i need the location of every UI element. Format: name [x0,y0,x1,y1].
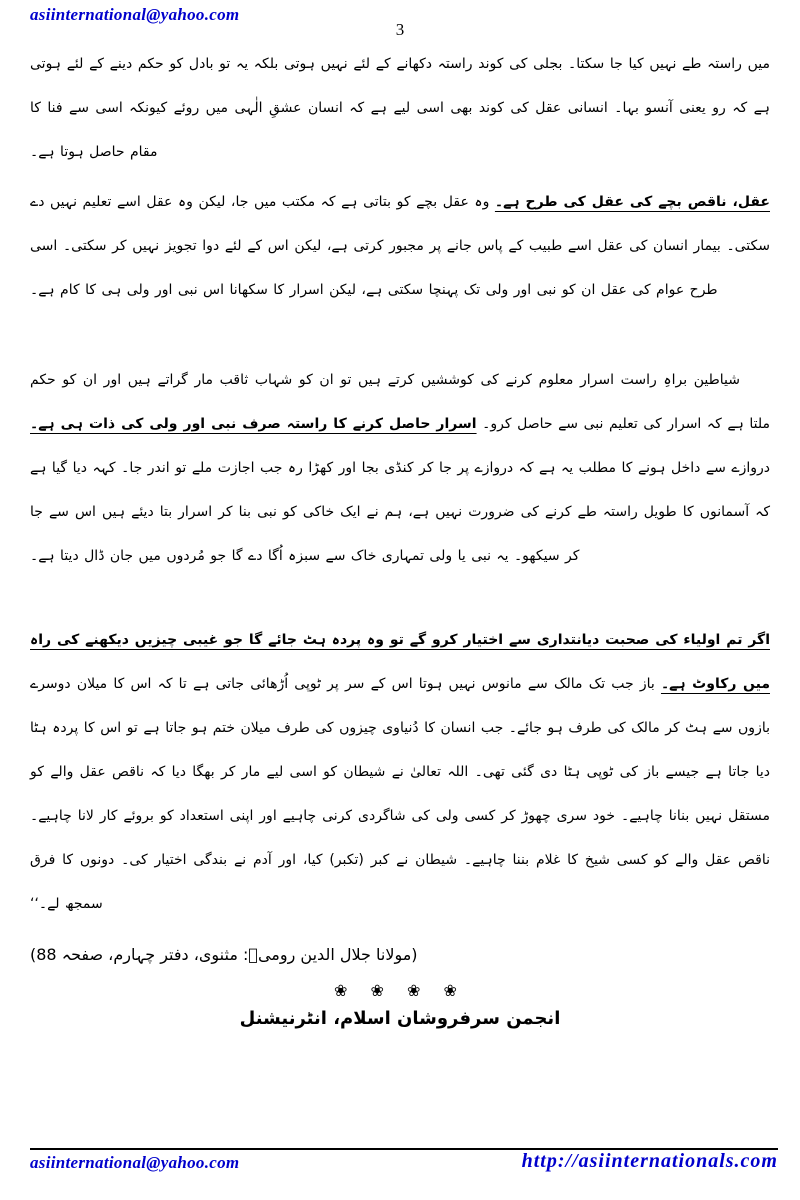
paragraph-imperfect-intellect [30,180,770,312]
bold-underlined-phrase: عقل، ناقص بچے کی عقل کی طرح ہے۔ [494,194,770,210]
florette-divider-icon: ❀ ❀ ❀ ❀ [334,981,466,1000]
source-attribution: (مولانا جلال الدین رومیؒ: مثنوی، دفتر چہارم، صفحہ 88) [30,945,418,964]
bold-underlined-phrase: اسرار حاصل کرنے کا راستہ صرف نبی اور ولی کی ذات ہی ہے۔ [30,416,477,432]
footer-website-link[interactable]: http://asiinternationals.com [521,1150,778,1172]
paragraph-devils-secrets [30,358,770,578]
organization-name: انجمن سرفروشان اسلام، انٹرنیشنل [239,1008,561,1029]
footer-email-link[interactable]: asiinternational@yahoo.com [30,1153,240,1172]
paragraph-text: شیاطین براہِ راست اسرار معلوم کرنے کی کوششیں کرتے ہیں تو ان کو شہاب ثاقب مار گراتے ہیں اور ان کو حکم ملتا ہے کہ اسرار کی تعلیم نبی سے حاصل کرو۔ [30,372,770,432]
paragraph-text: باز جب تک مالک سے مانوس نہیں ہوتا اس کے سر پر ٹوپی اُڑھائی جاتی ہے تا کہ اس کا میلان دوسرے بازوں سے ہٹ کر مالک کی طرف ہو جائے۔ جب انسان کا دُنیاوی چیزوں کی طرف میلان ختم ہو جاتا ہے تو اس کا پردہ ہٹا دیا جاتا ہے جیسے باز کی ٹوپی ہٹا دی گئی تھی۔ اللہ تعالیٰ نے شیطان کو اسی لیے مار کر بھگا دیا کہ ناقص عقل والے کو مستقل نہیں بنانا چاہیے۔ خود سری چھوڑ کر کسی ولی کی شاگردی کرنی چاہیے اور اپنی استعداد کو بروئے کار لانا چاہیے۔ ناقص عقل والے کو کسی شیخ کا غلام بننا چاہیے۔ شیطان نے کبر (تکبر) کیا، اور آدم نے بندگی اختیار کی۔ دونوں کا فرق سمجھ لے۔‘‘ [30,676,770,912]
paragraph-lightning-flash [30,42,770,174]
paragraph-company-of-saints [30,618,770,926]
document-body [30,42,770,1032]
paragraph-text: وہ عقل بچے کو بتاتی ہے کہ مکتب میں جا، لیکن وہ عقل اسے تعلیم نہیں دے سکتی۔ بیمار انسان کی عقل اسے طبیب کے پاس جانے پر مجبور کرتی ہے، لیکن اس کے لئے دوا تجویز نہیں کر سکتی۔ اسی طرح عوام کی عقل ان کو نبی اور ولی تک پہنچا سکتی ہے، لیکن اسرار کا سکھانا اس نبی اور ولی ہی کا کام ہے۔ [30,194,770,298]
paragraph-text: میں راستہ طے نہیں کیا جا سکتا۔ بجلی کی کوند راستہ دکھانے کے لئے نہیں ہوتی بلکہ یہ تو بادل کو حکم دینے کے لئے ہوتی ہے کہ رو یعنی آنسو بہا۔ انسانی عقل کی کوند بھی اسی لیے ہے کہ انسان عشقِ الٰہی میں روئے کیونکہ اسی سے فنا کا مقام حاصل ہوتا ہے۔ [30,56,770,160]
paragraph-text: دروازے سے داخل ہونے کا مطلب یہ ہے کہ دروازے پر جا کر کنڈی بجا اور کھڑا رہ جب اجازت ملے تو اندر جا۔ کہہ دیا گیا ہے کہ آسمانوں کا طویل راستہ طے کرنے کی ضرورت نہیں ہے، ہم نے ایک خاکی کو نبی بنا کر اسرار بتا دیئے ہیں اس سے جا کر سیکھو۔ یہ نبی یا ولی تمہاری خاک سے سبزہ اُگا دے گا جو مُردوں میں جان ڈال دیتا ہے۔ [30,460,770,564]
bold-underlined-phrase: اگر تم اولیاء کی صحبت دیانتداری سے اختیار کرو گے تو وہ پردہ ہٹ جائے گا جو غیبی چیزیں دیکھنے کی راہ میں رکاوٹ ہے۔ [30,632,770,692]
header-email-link[interactable]: asiinternational@yahoo.com [30,5,240,24]
page-number: 3 [395,20,405,39]
